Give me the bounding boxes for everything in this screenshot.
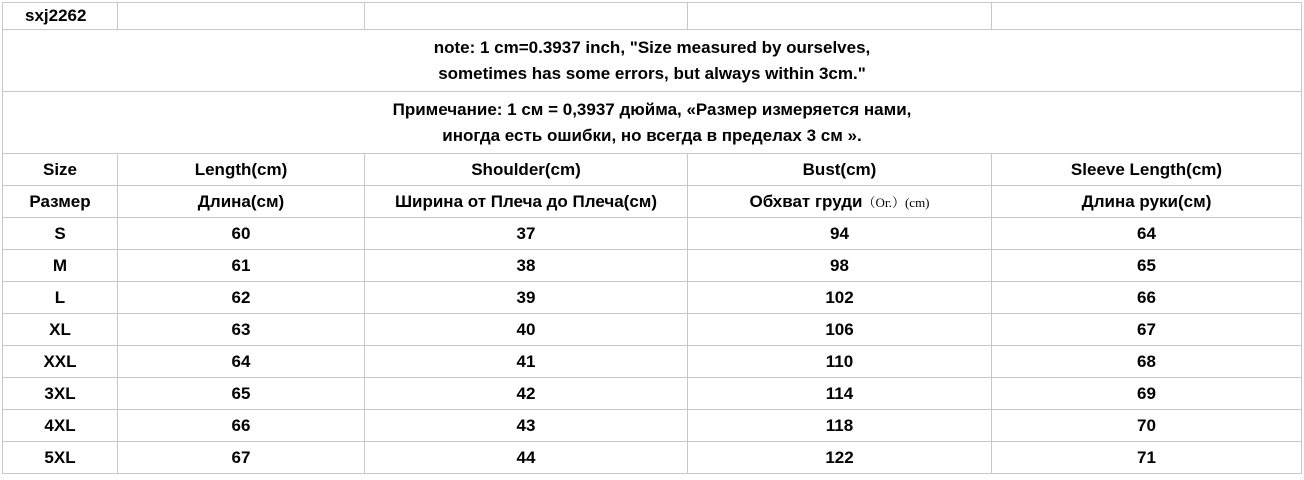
header-shoulder: Shoulder(cm): [365, 154, 688, 186]
header-ru-bust-suffix: （Ог.）(cm): [862, 194, 930, 210]
empty-cell: [688, 3, 992, 30]
header-ru-bust: [688, 186, 992, 218]
empty-cell: [118, 3, 365, 30]
cell-bust: 98: [688, 250, 992, 282]
product-code: sxj2262: [3, 3, 118, 30]
cell-size: XL: [3, 314, 118, 346]
cell-shoulder: 42: [365, 378, 688, 410]
cell-length: 60: [118, 218, 365, 250]
note-en-line1: note: 1 cm=0.3937 inch, "Size measured by ourselves,: [433, 37, 871, 57]
cell-shoulder: 38: [365, 250, 688, 282]
table-row: [3, 250, 1302, 282]
cell-sleeve: 67: [992, 314, 1302, 346]
table-row: [3, 378, 1302, 410]
table-row: [3, 442, 1302, 474]
header-ru-shoulder: Ширина от Плеча до Плеча(см): [365, 186, 688, 218]
note-ru-line2: иногда есть ошибки, но всегда в пределах 3 см ».: [442, 125, 862, 145]
cell-length: 64: [118, 346, 365, 378]
cell-shoulder: 43: [365, 410, 688, 442]
cell-length: 62: [118, 282, 365, 314]
header-bust: Bust(cm): [688, 154, 992, 186]
cell-sleeve: 65: [992, 250, 1302, 282]
table-row: [3, 218, 1302, 250]
empty-cell: [992, 3, 1302, 30]
note-en-row: [3, 30, 1302, 92]
cell-sleeve: 68: [992, 346, 1302, 378]
cell-size: 5XL: [3, 442, 118, 474]
note-en: [3, 30, 1302, 92]
table-row: [3, 346, 1302, 378]
cell-size: S: [3, 218, 118, 250]
cell-size: XXL: [3, 346, 118, 378]
header-row-en: [3, 154, 1302, 186]
header-row-ru: [3, 186, 1302, 218]
empty-cell: [365, 3, 688, 30]
cell-length: 63: [118, 314, 365, 346]
header-ru-bust-main: Обхват груди: [749, 191, 863, 211]
cell-size: 4XL: [3, 410, 118, 442]
cell-length: 61: [118, 250, 365, 282]
table-row: [3, 410, 1302, 442]
cell-sleeve: 66: [992, 282, 1302, 314]
note-ru-line1: Примечание: 1 см = 0,3937 дюйма, «Размер измеряется нами,: [392, 99, 912, 119]
cell-sleeve: 71: [992, 442, 1302, 474]
cell-bust: 114: [688, 378, 992, 410]
cell-size: 3XL: [3, 378, 118, 410]
header-sleeve: Sleeve Length(cm): [992, 154, 1302, 186]
cell-bust: 118: [688, 410, 992, 442]
note-ru: [3, 92, 1302, 154]
cell-length: 65: [118, 378, 365, 410]
cell-bust: 110: [688, 346, 992, 378]
header-ru-size: Размер: [3, 186, 118, 218]
header-ru-sleeve: Длина руки(см): [992, 186, 1302, 218]
cell-shoulder: 40: [365, 314, 688, 346]
cell-shoulder: 41: [365, 346, 688, 378]
cell-shoulder: 39: [365, 282, 688, 314]
cell-bust: 106: [688, 314, 992, 346]
cell-size: L: [3, 282, 118, 314]
cell-length: 66: [118, 410, 365, 442]
size-chart-table: [2, 2, 1302, 474]
header-length: Length(cm): [118, 154, 365, 186]
header-size: Size: [3, 154, 118, 186]
code-row: [3, 3, 1302, 30]
cell-bust: 102: [688, 282, 992, 314]
cell-length: 67: [118, 442, 365, 474]
table-row: [3, 314, 1302, 346]
cell-size: M: [3, 250, 118, 282]
cell-sleeve: 70: [992, 410, 1302, 442]
cell-bust: 94: [688, 218, 992, 250]
cell-shoulder: 44: [365, 442, 688, 474]
note-en-line2: sometimes has some errors, but always within 3cm.": [438, 63, 866, 83]
header-ru-length: Длина(см): [118, 186, 365, 218]
cell-sleeve: 64: [992, 218, 1302, 250]
table-row: [3, 282, 1302, 314]
note-ru-row: [3, 92, 1302, 154]
cell-bust: 122: [688, 442, 992, 474]
cell-sleeve: 69: [992, 378, 1302, 410]
cell-shoulder: 37: [365, 218, 688, 250]
